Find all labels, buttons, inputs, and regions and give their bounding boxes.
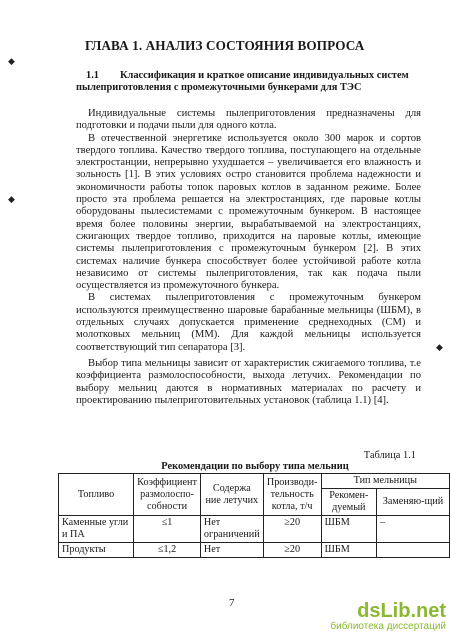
table-row — [59, 543, 450, 558]
scan-mark: ◆ — [8, 56, 15, 66]
scan-mark: ◆ — [436, 342, 443, 352]
header-mill-type: Тип мельницы — [321, 474, 449, 489]
cell-volatile: Нет — [200, 543, 263, 558]
section-number: 1.1 — [86, 70, 99, 81]
mill-selection-table — [58, 473, 450, 558]
cell-fuel: Продукты — [59, 543, 134, 558]
section-title: Классификация и краткое описание индивидуальных систем пылеприготовления с промежуточными бункерами для ТЭС — [76, 70, 409, 93]
header-coef: Коэффициент размолоспо-собности — [134, 474, 201, 516]
section-heading — [76, 70, 421, 94]
header-fuel: Топливо — [59, 474, 134, 516]
header-replacing: Заменяю-щий — [376, 489, 449, 516]
table-row — [59, 516, 450, 543]
cell-replacing — [376, 543, 449, 558]
table-header-row — [59, 474, 450, 489]
header-volatile: Содержа ние летучих — [200, 474, 263, 516]
cell-volatile: Нет ограничений — [200, 516, 263, 543]
body-text — [76, 108, 421, 407]
watermark-logo: dsLib.net — [357, 600, 446, 622]
cell-coef: ≤1,2 — [134, 543, 201, 558]
paragraph: В отечественной энергетике используется около 300 марок и сортов твердого топлива. Качество твердого топлива, поступающего на отдельные электростанции, непрерывно ухудшается – увеличивается его влажность и зольность [1]. В этих условиях остро становится проблема надежности и экономичности работы топок паровых котлов в заданном режиме. Более просто эта проблема решается на электростанциях, где паровые котлы оборудованы пылесистемами с промежуточным бункером. В настоящее время более половины энергии, вырабатываемой на электростанциях, сжигающих твердое топливо, приходится на паровые котлы, имеющие системы пылеприготовления с промежуточным бункером [2]. В этих системах наличие бункера способствует более устойчивой работе котла независимо от системы пылеприготовления, так как подача пыли осуществляется из промежуточного бункера. — [76, 132, 421, 292]
watermark[interactable] — [330, 601, 446, 632]
chapter-title: ГЛАВА 1. АНАЛИЗ СОСТОЯНИЯ ВОПРОСА — [85, 38, 365, 53]
cell-capacity: ≥20 — [263, 543, 321, 558]
paragraph: Выбор типа мельницы зависит от характеристик сжигаемого топлива, т.е коэффициента размолоспособности, выхода летучих. Рекомендации по выбору мельниц даются в нормативных материалах по расчету и проектированию пылеприготовительных установок (таблица 1.1) [4]. — [76, 357, 421, 406]
paragraph: Индивидуальные системы пылеприготовления предназначены для подготовки и подачи пыли для одного котла. — [76, 108, 421, 132]
watermark-subtitle: библиотека диссертаций — [330, 621, 446, 632]
table-number: Таблица 1.1 — [363, 450, 416, 461]
cell-capacity: ≥20 — [263, 516, 321, 543]
paragraph: В системах пылеприготовления с промежуточным бункером используются преимущественно шаровые барабанные мельницы (ШБМ), в отдельных случаях допускается применение среднеходных (СМ) и молотковых мельниц (ММ). Для каждой мельницы используется соответствующий тип сепаратора [3]. — [76, 292, 421, 353]
header-recommended: Рекомен-дуемый — [321, 489, 376, 516]
table-caption: Рекомендации по выбору типа мельниц — [161, 461, 349, 472]
header-capacity: Производи-тельность котла, т/ч — [263, 474, 321, 516]
cell-replacing: – — [376, 516, 449, 543]
cell-coef: ≤1 — [134, 516, 201, 543]
cell-recommended: ШБМ — [321, 516, 376, 543]
cell-fuel: Каменные угли и ПА — [59, 516, 134, 543]
cell-recommended: ШБМ — [321, 543, 376, 558]
scan-mark: ◆ — [8, 194, 15, 204]
page-number: 7 — [229, 597, 235, 609]
